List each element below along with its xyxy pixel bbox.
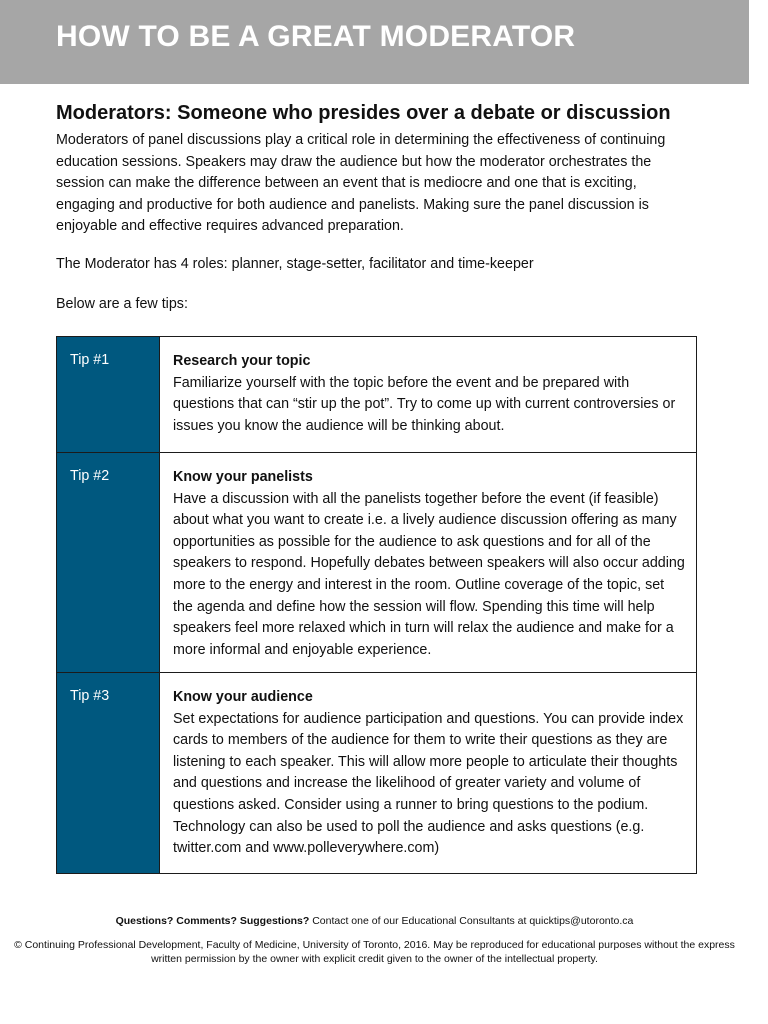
tip-heading: Know your audience bbox=[173, 689, 313, 705]
tip-text: Familiarize yourself with the topic before the event and be prepared with questions that can “stir up the pot”. Try to come up with current controversies or issues you know the audience will be thinking about. bbox=[173, 374, 676, 434]
footer-contact-text: Contact one of our Educational Consultants at quicktips@utoronto.ca bbox=[309, 915, 634, 927]
tip-label: Tip #2 bbox=[57, 453, 160, 672]
footer-contact-line bbox=[0, 915, 749, 927]
tip-row bbox=[57, 453, 696, 673]
tip-text: Have a discussion with all the panelists together before the event (if feasible) about what you want to create i.e. a lively audience discussion offering as many opportunities as possible for the audience to ask questions and for all of the speakers to respond. Hopefully debates between speakers will also occur adding more to the energy and interest in the room. Outline coverage of the topic, set the agenda and define how the session will flow. Spending this time will help speakers feel more relaxed which in turn will relax the audience and make for a more informal and enjoyable experience. bbox=[173, 490, 685, 658]
tip-row bbox=[57, 337, 696, 453]
tip-heading: Research your topic bbox=[173, 353, 311, 369]
tip-row bbox=[57, 673, 696, 873]
intro-paragraph: Moderators of panel discussions play a critical role in determining the effectiveness of continuing education sessions. Speakers may draw the audience but how the moderator orchestrates the session can make the difference between an event that is mediocre and one that is exciting, engaging and productive for both audience and panelists. Making sure the panel discussion is enjoyable and effective requires advanced preparation. bbox=[56, 132, 666, 235]
footer-copyright: © Continuing Professional Development, Faculty of Medicine, University of Toronto, 2016. May be reproduced for educational purposes without the express written permission by the owner with explicit credit given to the owner of the intellectual property. bbox=[14, 939, 735, 965]
page-title: HOW TO BE A GREAT MODERATOR bbox=[56, 20, 576, 53]
tips-table bbox=[56, 336, 697, 874]
tip-body bbox=[160, 337, 696, 452]
section-subtitle: Moderators: Someone who presides over a debate or discussion bbox=[56, 102, 671, 124]
roles-line: The Moderator has 4 roles: planner, stage-setter, facilitator and time-keeper bbox=[56, 256, 534, 272]
footer-questions-label: Questions? Comments? Suggestions? bbox=[115, 915, 310, 927]
tip-label: Tip #1 bbox=[57, 337, 160, 452]
tip-heading: Know your panelists bbox=[173, 469, 313, 485]
tip-body bbox=[160, 453, 696, 672]
tip-text: Set expectations for audience participation and questions. You can provide index cards to members of the audience for them to write their questions as they are listening to each speaker. This will allow more people to articulate their thoughts and questions and increase the likelihood of greater variety and volume of questions asked. Consider using a runner to bring questions to the podium. Technology can also be used to poll the audience and asks questions (e.g. twitter.com and www.polleverywhere.com) bbox=[173, 710, 684, 857]
tip-label: Tip #3 bbox=[57, 673, 160, 873]
tip-body bbox=[160, 673, 696, 873]
header-banner bbox=[0, 0, 749, 84]
tips-intro-line: Below are a few tips: bbox=[56, 296, 188, 312]
